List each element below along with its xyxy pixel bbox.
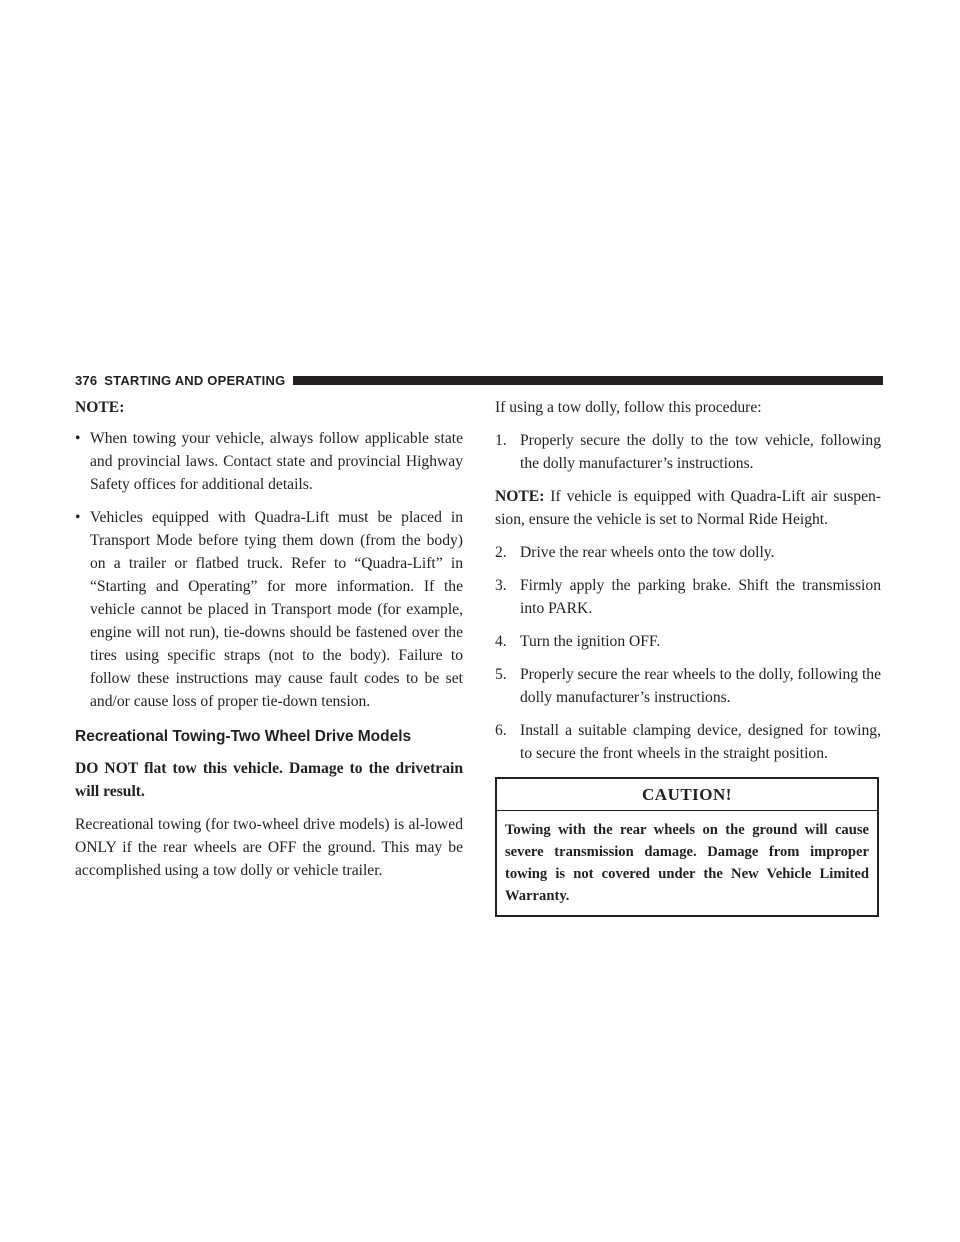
step-text: Properly secure the dolly to the tow vehicle, following the dolly manufacturer’s instructions. xyxy=(520,432,881,472)
step-number: 5. xyxy=(495,666,507,683)
inline-note xyxy=(495,485,881,531)
list-item xyxy=(495,429,881,475)
note-label: NOTE: xyxy=(495,488,545,505)
caution-box xyxy=(495,777,879,917)
bullet-text: Vehicles equipped with Quadra-Lift must be placed in Transport Mode before tying them down (from the body) on a trailer or flatbed truck. Refer to “Quadra-Lift” in “Starting and Operating” for more information. If the vehicle cannot be placed in Transport mode (for example, engine will not run), tie-downs should be fastened over the tires using specific straps (not to the body). Failure to follow these instructions may cause fault codes to be set and/or cause loss of proper tie-down tension. xyxy=(90,509,463,710)
procedure-intro: If using a tow dolly, follow this procedure: xyxy=(495,399,762,416)
note-bullets xyxy=(75,427,463,713)
right-column xyxy=(495,396,881,917)
section-heading: Recreational Towing-Two Wheel Drive Models xyxy=(75,728,412,745)
step-text: Firmly apply the parking brake. Shift the transmission into PARK. xyxy=(520,577,881,617)
list-item xyxy=(495,574,881,620)
left-column xyxy=(75,396,463,892)
step-text: Properly secure the rear wheels to the dolly, following the dolly manufacturer’s instructions. xyxy=(520,666,882,706)
step-number: 1. xyxy=(495,432,507,449)
procedure-steps xyxy=(495,541,881,765)
step-text: Drive the rear wheels onto the tow dolly. xyxy=(520,544,775,561)
step-number: 6. xyxy=(495,722,507,739)
page-header xyxy=(75,370,883,390)
list-item xyxy=(495,719,881,765)
header-rule xyxy=(293,376,883,385)
list-item xyxy=(495,630,881,653)
list-item xyxy=(495,541,881,564)
note-text: If vehicle is equipped with Quadra-Lift air suspen-sion, ensure the vehicle is set to Normal Ride Height. xyxy=(495,488,881,528)
step-number: 2. xyxy=(495,544,507,561)
step-number: 4. xyxy=(495,633,507,650)
list-item xyxy=(75,427,463,496)
bullet-icon: • xyxy=(75,509,81,526)
section-title: STARTING AND OPERATING xyxy=(104,372,286,388)
procedure-steps-first xyxy=(495,429,881,475)
body-paragraph: Recreational towing (for two-wheel drive models) is al-lowed ONLY if the rear wheels are OFF the ground. This may be accomplished using a tow dolly or vehicle trailer. xyxy=(75,816,463,879)
bullet-text: When towing your vehicle, always follow applicable state and provincial laws. Contact state and provincial Highway Safety offices for additional details. xyxy=(90,430,463,493)
list-item xyxy=(75,506,463,713)
warning-text: DO NOT flat tow this vehicle. Damage to the drivetrain will result. xyxy=(75,760,463,800)
caution-body: Towing with the rear wheels on the ground will cause severe transmission damage. Damage from improper towing is not covered under the New Vehicle Limited Warranty. xyxy=(505,822,869,904)
note-label: NOTE: xyxy=(75,399,125,416)
step-text: Install a suitable clamping device, designed for towing, to secure the front wheels in the straight position. xyxy=(520,722,881,762)
page-number: 376 xyxy=(75,372,98,388)
step-text: Turn the ignition OFF. xyxy=(520,633,661,650)
bullet-icon: • xyxy=(75,430,81,447)
list-item xyxy=(495,663,881,709)
step-number: 3. xyxy=(495,577,507,594)
caution-title: CAUTION! xyxy=(497,779,877,811)
